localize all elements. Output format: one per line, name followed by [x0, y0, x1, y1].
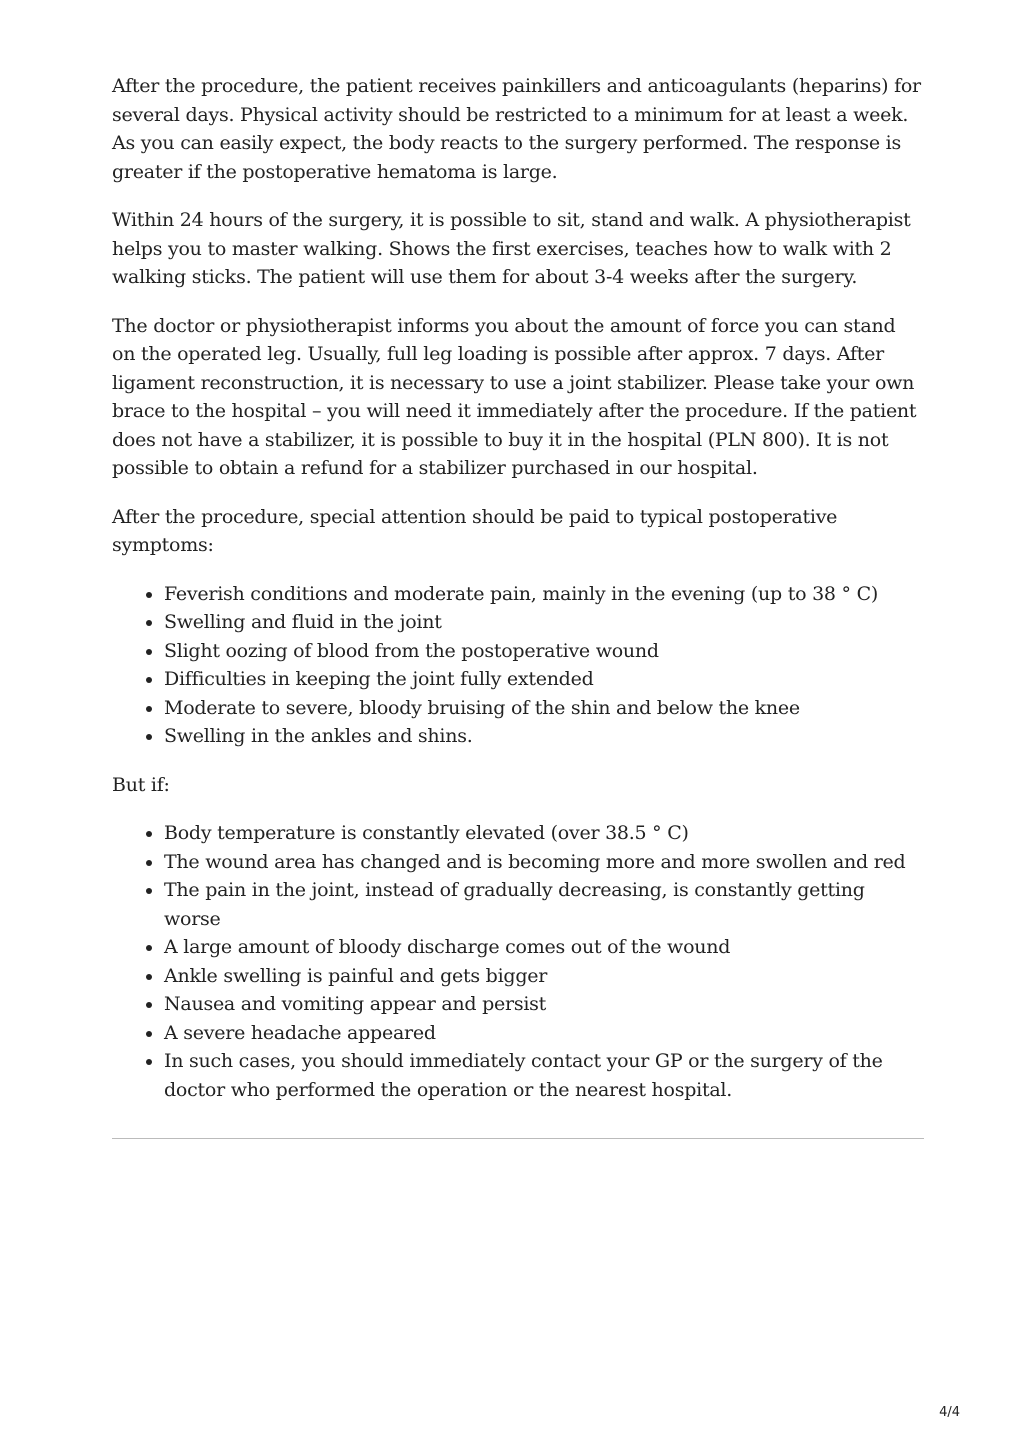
page-number: 4/4	[939, 1405, 960, 1420]
paragraph-leg-loading-stabilizer: The doctor or physiotherapist informs you about the amount of force you can stand on the operated leg. Usually, full leg loading is possible after approx. 7 days. After ligament reconstruction, it is necessary to use a joint stabilizer. Please take your own brace to the hospital – you will need it immediately after the procedure. If the patient does not have a stabilizer, it is possible to buy it in the hospital (PLN 800). It is not possible to obtain a refund for a stabilizer purchased in our hospital.	[112, 314, 917, 479]
list-item: • Swelling in the ankles and shins.	[164, 722, 924, 751]
warning-signs-list	[112, 819, 924, 1104]
list-item: • A severe headache appeared	[164, 1019, 924, 1048]
paragraph-postoperative-care: After the procedure, the patient receives painkillers and anticoagulants (heparins) for several days. Physical activity should be restricted to a minimum for at least a week. As you can easily expect, the body reacts to the surgery performed. The response is greater if the postoperative hematoma is large.	[112, 75, 921, 183]
list-item: • Body temperature is constantly elevated (over 38.5 ° C)	[164, 819, 924, 848]
paragraph-walking-recovery: Within 24 hours of the surgery, it is possible to sit, stand and walk. A physiotherapist helps you to master walking. Shows the first exercises, teaches how to walk with 2 walking sticks. The patient will use them for about 3-4 weeks after the surgery.	[112, 209, 911, 288]
list-item: • The wound area has changed and is becoming more and more swollen and red	[164, 848, 924, 877]
list-item: • The pain in the joint, instead of gradually decreasing, is constantly getting worse	[164, 876, 924, 933]
list-item: • Feverish conditions and moderate pain, mainly in the evening (up to 38 ° C)	[164, 580, 924, 609]
section-divider	[112, 1138, 924, 1139]
list-item: • Difficulties in keeping the joint fully extended	[164, 665, 924, 694]
document-body	[112, 72, 924, 1139]
list-item: • In such cases, you should immediately contact your GP or the surgery of the doctor who performed the operation or the nearest hospital.	[164, 1047, 924, 1104]
list-item: • A large amount of bloody discharge comes out of the wound	[164, 933, 924, 962]
typical-symptoms-list	[112, 580, 924, 751]
list-item: • Moderate to severe, bloody bruising of the shin and below the knee	[164, 694, 924, 723]
paragraph-but-if: But if:	[112, 773, 170, 796]
list-item: • Swelling and fluid in the joint	[164, 608, 924, 637]
list-item: • Nausea and vomiting appear and persist	[164, 990, 924, 1019]
list-item: • Slight oozing of blood from the postoperative wound	[164, 637, 924, 666]
paragraph-symptoms-intro: After the procedure, special attention should be paid to typical postoperative symptoms:	[112, 505, 838, 556]
list-item: • Ankle swelling is painful and gets bigger	[164, 962, 924, 991]
